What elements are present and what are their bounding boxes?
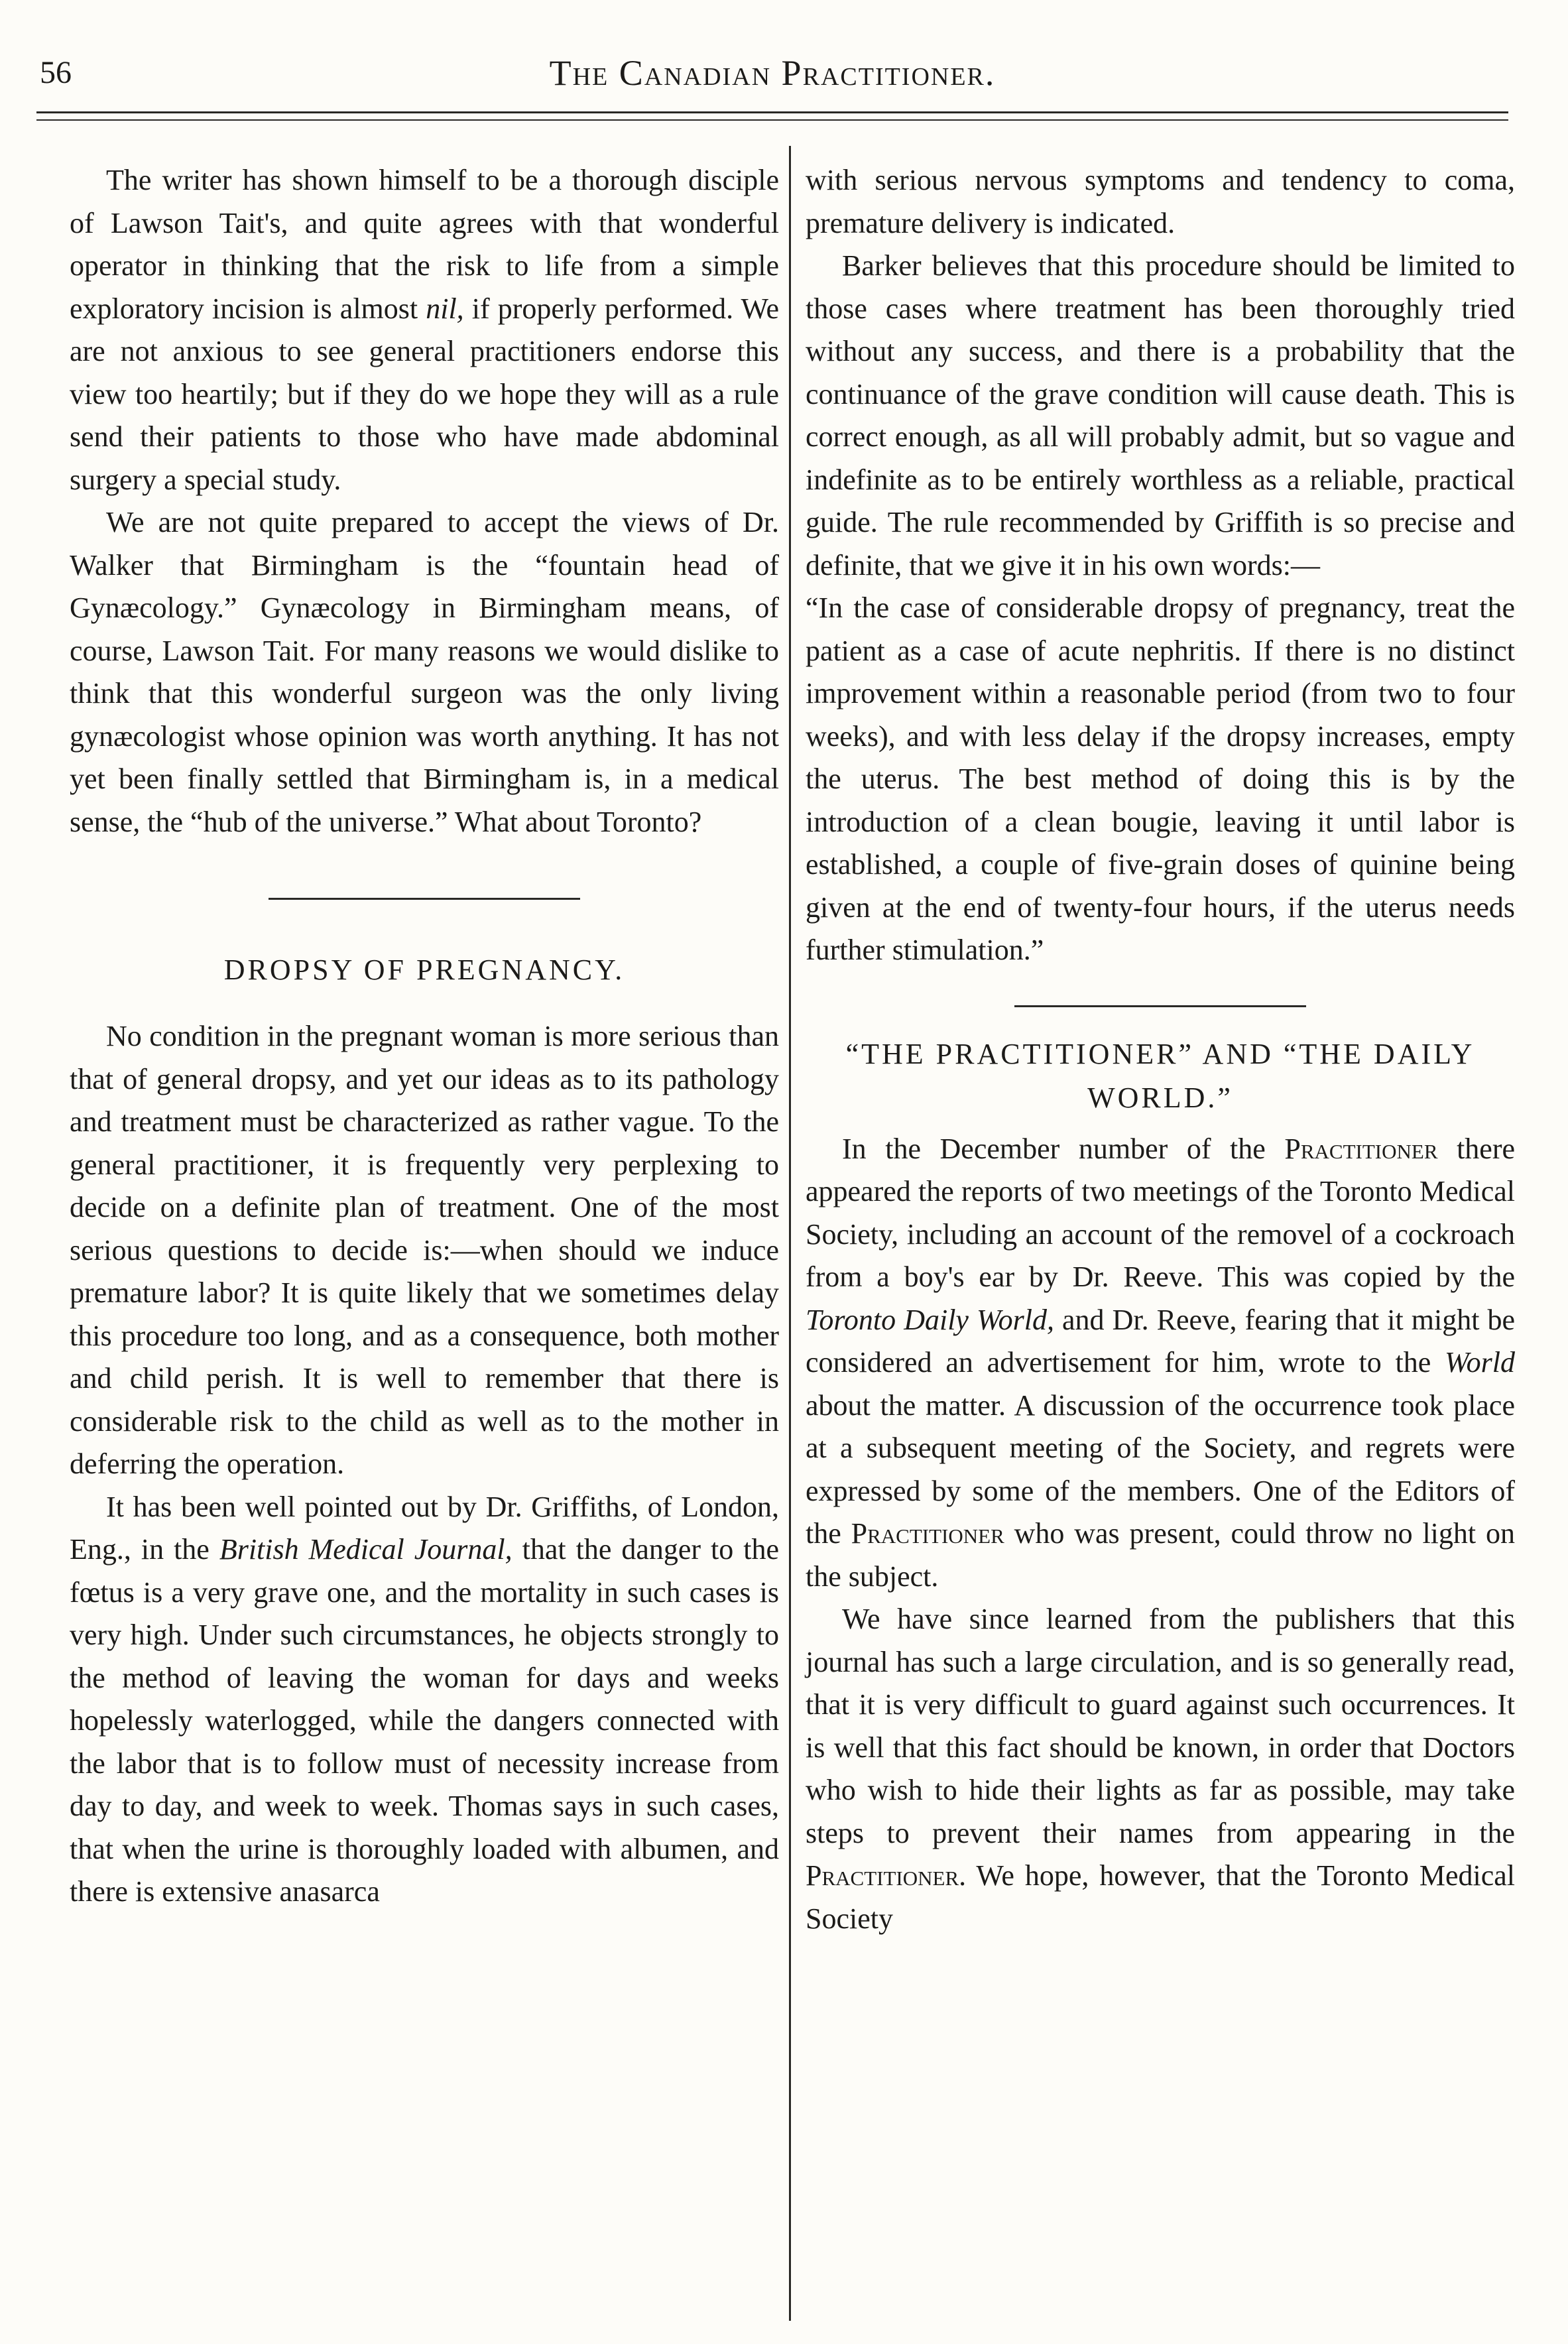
section-heading: “THE PRACTITIONER” AND “THE DAILY WORLD.” (845, 1037, 1475, 1114)
text-run: The writer has shown himself to be a thorough disciple of Lawson Tait's, and quite agrees with that wonderful operator in thinking that the risk to life from a simple exploratory incision is almost (70, 164, 779, 325)
section-heading: DROPSY OF PREGNANCY. (223, 954, 625, 986)
header-rule (36, 111, 1508, 113)
text-run: if properly performed. We are not anxious to see general practitioners endorse this view too heartily; but if they do we hope they will as a rule send their patients to those who have made abdominal surgery a special study. (70, 292, 779, 496)
running-title: The Canadian Practitioner. (549, 53, 996, 93)
quotation: “In the case of considerable dropsy of pregnancy, treat the patient as a case of acute nephritis. If there is no distinct improvement within a reasonable period (from two to four weeks), and with less delay if the dropsy increases, empty the uterus. The best method of doing this is by the introduction of a clean bougie, leaving it until labor is established, a couple of five-grain doses of quinine being given at the end of twenty-four hours, if the uterus needs further stimulation.” (806, 591, 1515, 966)
section-separator (269, 898, 580, 900)
paragraph (70, 1486, 779, 1914)
section-separator (1014, 1005, 1306, 1007)
text-run: We have since learned from the publishers that this journal has such a large circulation, and is so generally read, that it is very difficult to guard against such occurrences. It is well that this fact should be known, in order that Doctors who wish to hide their lights as far as possible, may take steps to prevent their names from appearing in the (806, 1603, 1515, 1849)
newspaper-name: Toronto Daily World, (806, 1303, 1054, 1336)
paragraph (806, 1598, 1515, 1940)
italic-text: nil, (426, 292, 464, 325)
newspaper-name: World (1445, 1346, 1515, 1379)
text-run: that the danger to the fœtus is a very grave one, and the mortality in such cases is very high. Under such circumstances, he objects strongly to the method of leaving the woman for days and weeks hopelessly waterlogged, while the dangers connected with the labor that is to follow must of necessity increase from day to day, and week to week. Thomas says in such cases, that when the urine is thoroughly loaded with albumen, and there is extensive anasarca (70, 1533, 780, 1908)
journal-name: Practitioner (1284, 1132, 1438, 1165)
paragraph: We are not quite prepared to accept the views of Dr. Walker that Birmingham is the “fountain head of Gynæcology.” Gynæcology in Birmingham means, of course, Lawson Tait. For many reasons we would dislike to think that this wonderful surgeon was the only living gynæcologist whose opinion was worth anything. It has not yet been finally settled that Birmingham is, in a medical sense, the “hub of the universe.” What about Toronto? (70, 506, 779, 838)
paragraph: Barker believes that this procedure should be limited to those cases where treatment has been thoroughly tried without any success, and there is a probability that the continuance of the grave condition will cause death. This is correct enough, as all will probably admit, but so vague and indefinite as to be entirely worthless as a reliable, practical guide. The rule recommended by Griffith is so precise and definite, that we give it in his own words:— (806, 249, 1515, 582)
journal-title: British Medical Journal, (219, 1533, 513, 1566)
journal-name: Practitioner (851, 1517, 1004, 1550)
paragraph: with serious nervous symptoms and tendency to coma, premature delivery is indicated. (806, 164, 1515, 239)
paragraph: No condition in the pregnant woman is more serious than that of general dropsy, and yet our ideas as to its pathology and treatment must be characterized as rather vague. To the general practitioner, it is frequently very perplexing to decide on a definite plan of treatment. One of the most serious questions to decide is:—when should we induce premature labor? It is quite likely that we sometimes delay this procedure too long, and as a consequence, both mother and child perish. It is well to remember that there is considerable risk to the child as well as to the mother in deferring the operation. (70, 1020, 779, 1480)
page-header (40, 46, 1505, 99)
right-column (806, 159, 1515, 1940)
header-rule-thin (36, 119, 1508, 121)
text-run: In the December number of the (842, 1132, 1285, 1165)
text-run: who was present, could throw no light on the subject. (806, 1517, 1515, 1593)
column-divider (789, 146, 791, 2321)
paragraph (70, 159, 779, 501)
text-run: We hope, however, that the Toronto Medical Society (806, 1859, 1515, 1935)
text-run: It has been well pointed out by Dr. Griffiths, of London, Eng., in the (70, 1490, 779, 1566)
left-column (70, 159, 779, 1914)
text-run: about the matter. A discussion of the occurrence took place at a subsequent meeting of the Society, and regrets were expressed by some of the members. One of the Editors of the (806, 1388, 1515, 1550)
paragraph (806, 1128, 1515, 1599)
text-run: there appeared the reports of two meetings of the Toronto Medical Society, including an account of the removel of a cockroach from a boy's ear by Dr. Reeve. This was copied by the (806, 1132, 1515, 1293)
journal-name: Practitioner. (806, 1859, 967, 1892)
page-number: 56 (40, 55, 72, 90)
text-run: and Dr. Reeve, fearing that it might be considered an advertisement for him, wrote to the (806, 1303, 1515, 1379)
